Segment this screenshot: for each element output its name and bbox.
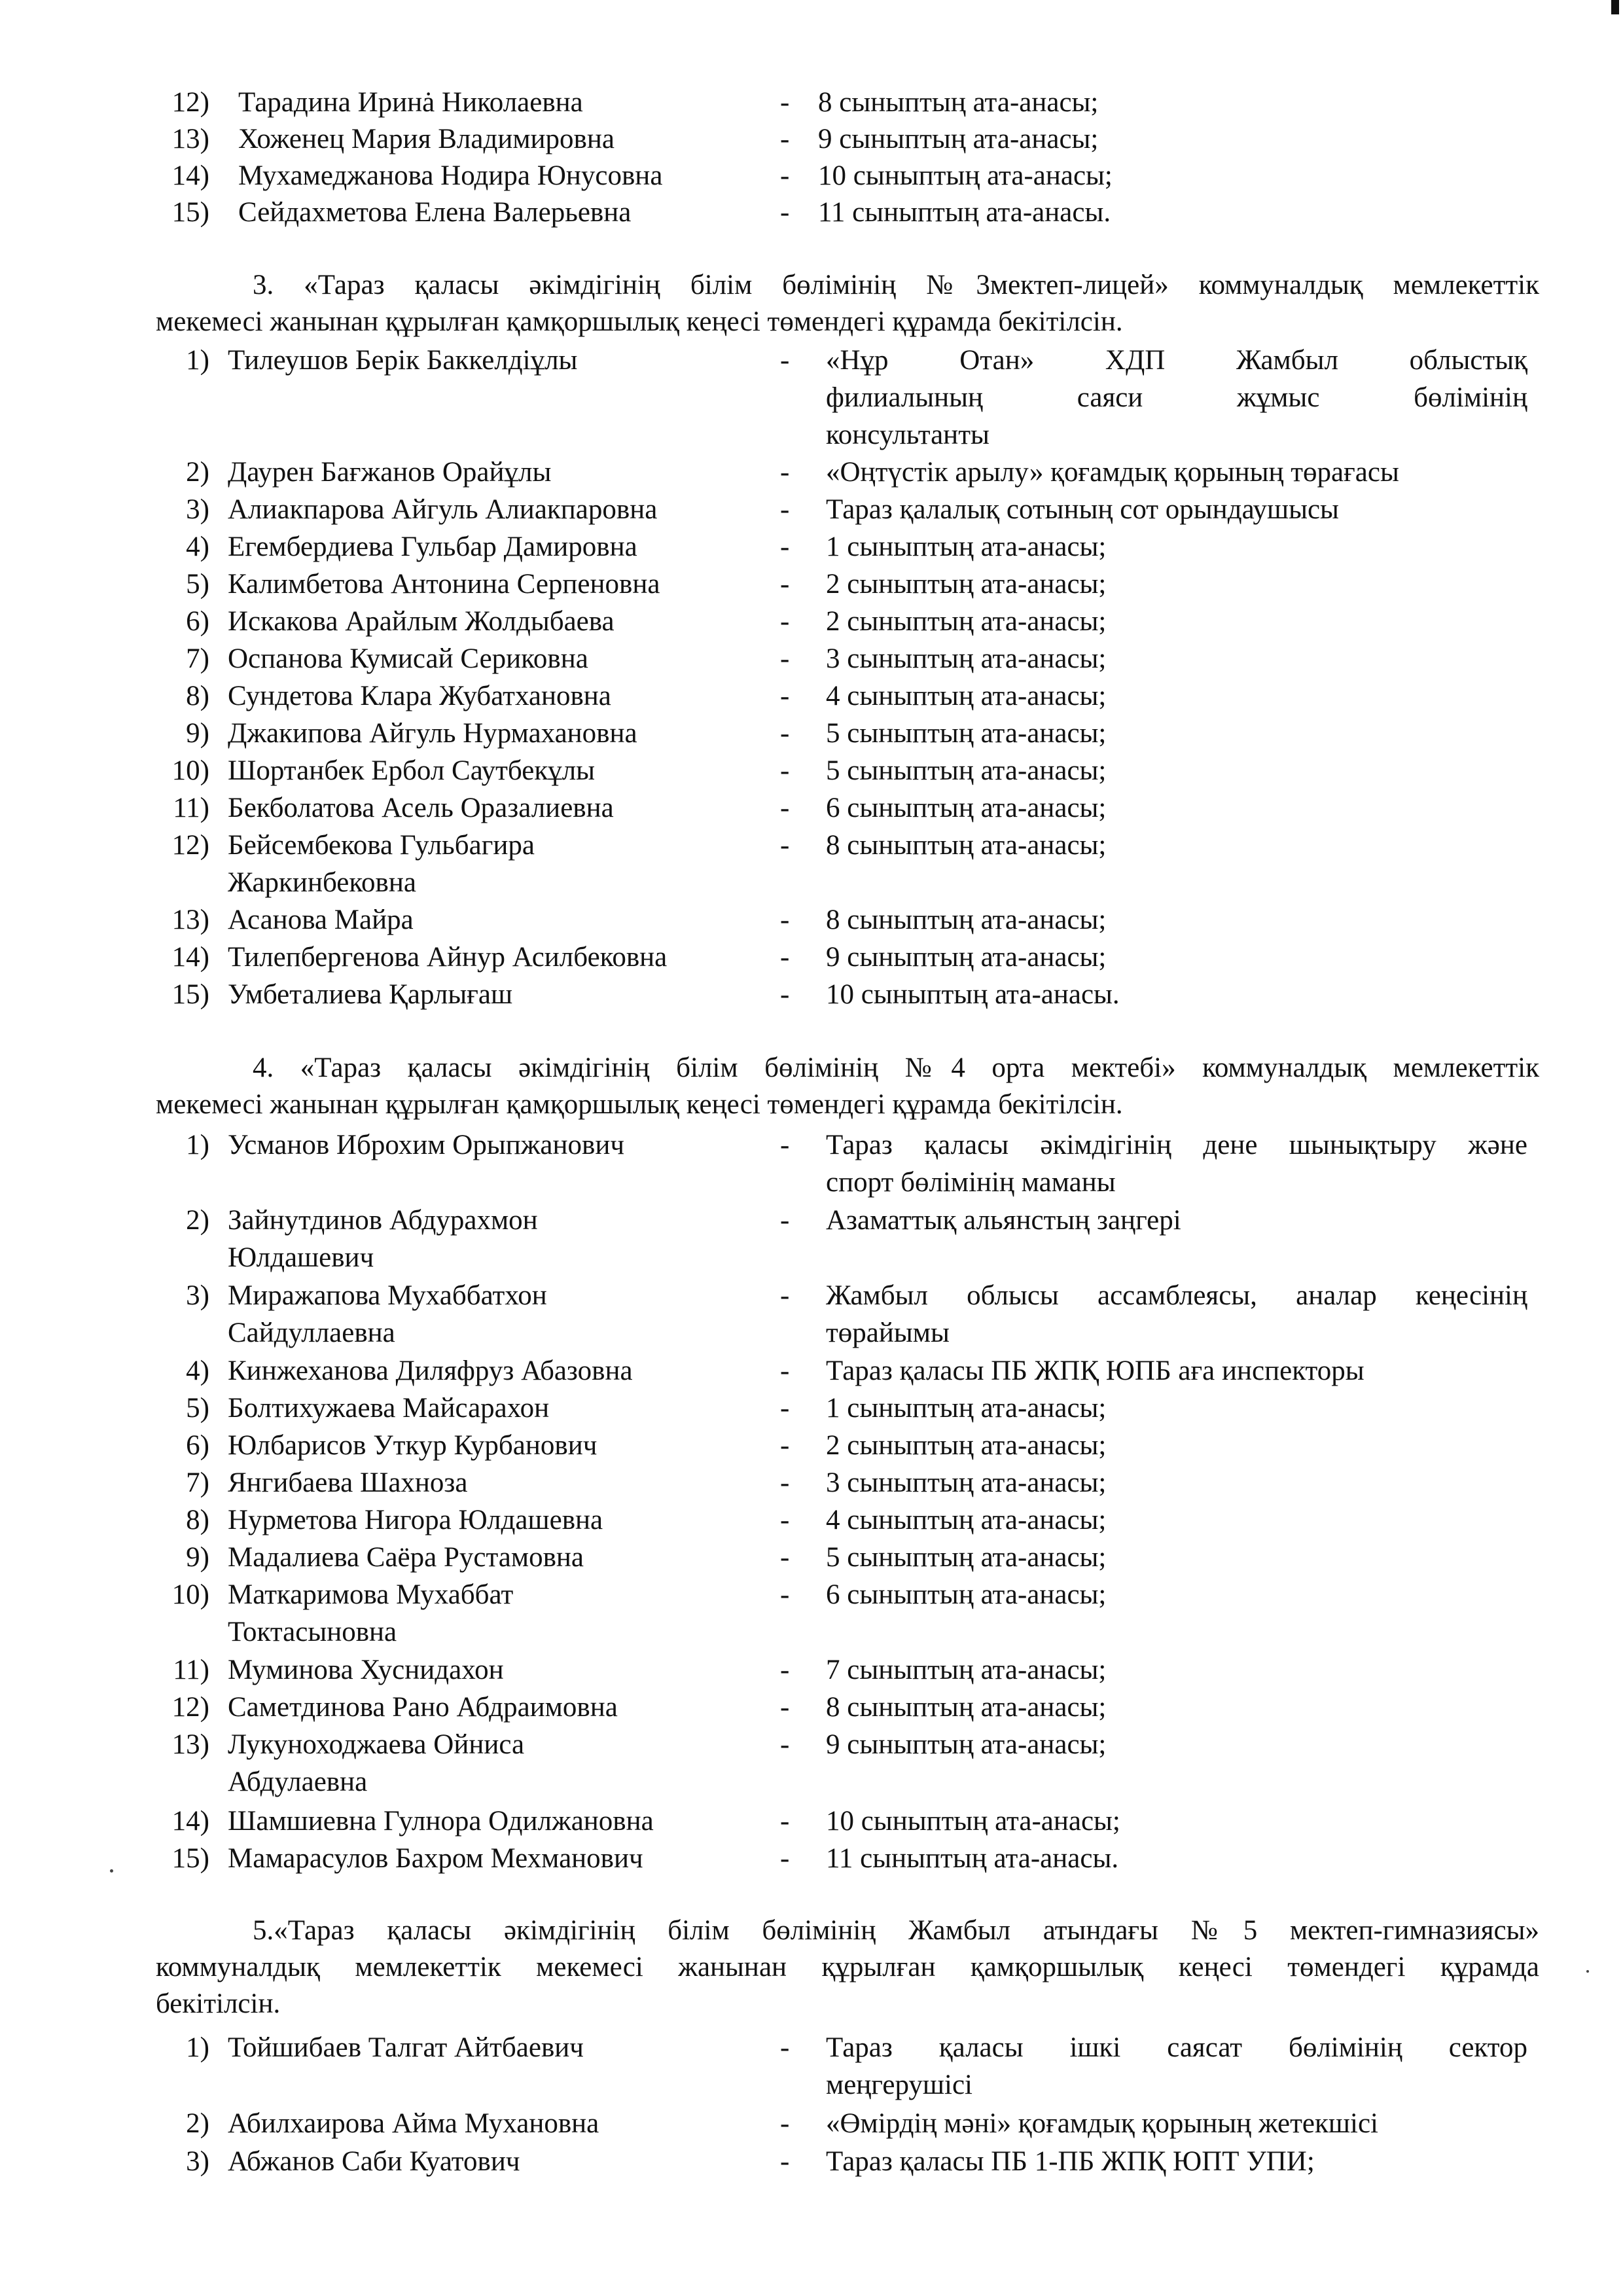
member-name: Джакипова Айгуль Нурмахановна (228, 718, 637, 749)
heading-line: коммуналдық мемлекеттік мекемесі жанынан құрылған қамқоршылық кеңесі төмендегі құрамда (156, 1952, 1539, 1982)
member-name: Бекболатова Асель Оразалиевна (228, 793, 614, 823)
dash: - (780, 793, 790, 823)
scan-speck (1586, 1970, 1589, 1973)
member-role: 2 сыныптың ата-анасы; (826, 606, 1107, 637)
item-number: 9) (186, 1542, 209, 1573)
member-name: Кинжеханова Диляфруз Абазовна (228, 1355, 633, 1386)
role-line: консультанты (826, 420, 990, 450)
item-number: 1) (186, 1130, 209, 1160)
dash: - (780, 1467, 790, 1498)
dash: - (780, 681, 790, 711)
dash: - (780, 979, 790, 1010)
dash: - (780, 755, 790, 786)
dash: - (780, 1655, 790, 1685)
name-line: Бейсембекова Гульбагира (228, 830, 535, 861)
member-role: 8 сыныптың ата-анасы; (818, 87, 1099, 118)
member-role: 6 сыныптың ата-анасы; (826, 1579, 1107, 1610)
dash: - (780, 1430, 790, 1461)
member-role: 1 сыныптың ата-анасы; (826, 1393, 1107, 1424)
name-line: Маткаримова Мухаббат (228, 1579, 514, 1610)
item-number: 8) (186, 681, 209, 711)
name-line: Абдулаевна (228, 1767, 368, 1797)
member-role: 10 сыныптың ата-анасы; (826, 1806, 1120, 1837)
member-name: Алиакпарова Айгуль Алиакпаровна (228, 494, 658, 525)
item-number: 14) (171, 160, 209, 191)
member-role: 8 сыныптың ата-анасы; (826, 1692, 1107, 1723)
member-name: Искакова Арайлым Жолдыбаева (228, 606, 615, 637)
member-role: Тараз қаласы ПБ 1-ПБ ЖПҚ ЮПТ УПИ; (826, 2146, 1315, 2177)
item-number: 11) (173, 1655, 209, 1685)
member-name: Мамарасулов Бахром Мехманович (228, 1843, 643, 1874)
item-number: 13) (171, 905, 209, 935)
dash: - (780, 1355, 790, 1386)
section-4-heading (156, 1050, 1539, 1123)
dash: - (780, 643, 790, 674)
member-name: Мухамеджанова Нодира Юнусовна (238, 160, 663, 191)
member-role: 5 сыныптың ата-анасы; (826, 718, 1107, 749)
name-line: Лукуноходжаева Ойниса (228, 1729, 525, 1760)
member-name: Абилхаирова Айма Мухановна (228, 2108, 599, 2139)
member-name (228, 827, 751, 901)
member-role: 4 сыныптың ата-анасы; (826, 1505, 1107, 1535)
item-number: 12) (171, 87, 209, 118)
member-role: Тараз қалалық сотының сот орындаушысы (826, 494, 1339, 525)
name-line: Токтасыновна (228, 1617, 397, 1647)
role-line: Жамбыл облысы ассамблеясы, аналар кеңесінің (826, 1280, 1527, 1311)
member-name: Оспанова Кумисай Сериковна (228, 643, 588, 674)
member-name (228, 1726, 751, 1801)
item-number: 3) (186, 2146, 209, 2177)
member-name: Муминова Хуснидахон (228, 1655, 504, 1685)
item-number: 6) (186, 606, 209, 637)
item-number: 3) (186, 494, 209, 525)
item-number: 10) (171, 755, 209, 786)
member-role: 3 сыныптың ата-анасы; (826, 643, 1107, 674)
member-name: Абжанов Саби Куатович (228, 2146, 520, 2177)
member-name (228, 1277, 751, 1352)
name-line: Жаркинбековна (228, 867, 416, 898)
dash: - (780, 1843, 790, 1874)
member-role (826, 342, 1527, 454)
item-number: 11) (173, 793, 209, 823)
dash: - (780, 2032, 790, 2063)
member-name: Сундетова Клара Жубатхановна (228, 681, 611, 711)
dash: - (780, 1130, 790, 1160)
item-number: 13) (171, 1729, 209, 1760)
item-number: 3) (186, 1280, 209, 1311)
member-name: Шамшиевна Гулнора Одилжановна (228, 1806, 654, 1837)
heading-line: 4. «Тараз қаласы әкімдігінің білім бөлімінің №4 орта мектебі» коммуналдық мемлекеттік (253, 1052, 1539, 1083)
dash: - (780, 160, 790, 191)
name-line: Юлдашевич (228, 1242, 374, 1273)
member-role: 11 сыныптың ата-анасы. (818, 197, 1111, 228)
member-role: 5 сыныптың ата-анасы; (826, 755, 1107, 786)
member-name: Егембердиева Гульбар Дамировна (228, 531, 637, 562)
dash: - (780, 1505, 790, 1535)
member-role: «Өмірдің мәні» қоғамдық қорының жетекшісі (826, 2108, 1379, 2139)
item-number: 2) (186, 457, 209, 488)
member-name: Даурен Бағжанов Орайұлы (228, 457, 552, 488)
item-number: 9) (186, 718, 209, 749)
role-line: спорт бөлімінің маманы (826, 1167, 1116, 1198)
member-role: 2 сыныптың ата-анасы; (826, 569, 1107, 600)
dash: - (780, 1393, 790, 1424)
heading-line: бекітілсін. (156, 1988, 281, 2019)
item-number: 14) (171, 942, 209, 973)
dash: - (780, 2108, 790, 2139)
member-name: Юлбарисов Уткур Курбанович (228, 1430, 597, 1461)
role-line: меңгерушісі (826, 2070, 972, 2100)
item-number: 13) (171, 124, 209, 154)
member-role: 7 сыныптың ата-анасы; (826, 1655, 1107, 1685)
member-role: 2 сыныптың ата-анасы; (826, 1430, 1107, 1461)
member-role (826, 2029, 1527, 2104)
member-name: Асанова Майра (228, 905, 414, 935)
member-name: Шортанбек Ербол Саутбекұлы (228, 755, 596, 786)
role-line: Тараз қаласы әкімдігінің дене шынықтыру және (826, 1130, 1527, 1160)
dash: - (780, 2146, 790, 2177)
item-number: 1) (186, 2032, 209, 2063)
dash: - (780, 531, 790, 562)
member-role: 8 сыныптың ата-анасы; (826, 830, 1107, 861)
member-name (228, 1202, 751, 1276)
item-number: 1) (186, 345, 209, 376)
member-name: Янгибаева Шахноза (228, 1467, 468, 1498)
item-number: 7) (186, 1467, 209, 1498)
member-name: Мадалиева Саёра Рустамовна (228, 1542, 584, 1573)
member-name (228, 1576, 751, 1651)
member-role: 8 сыныптың ата-анасы; (826, 905, 1107, 935)
dash: - (780, 1692, 790, 1723)
member-role (826, 1126, 1527, 1201)
heading-line: мекемесі жанынан құрылған қамқоршылық кеңесі төмендегі құрамда бекітілсін. (156, 306, 1123, 337)
name-line: Зайнутдинов Абдурахмон (228, 1205, 538, 1236)
dash: - (780, 457, 790, 488)
dash: - (780, 569, 790, 600)
role-line: төрайымы (826, 1318, 950, 1348)
member-name: Болтихужаева Майсарахон (228, 1393, 550, 1424)
role-line: филиалының саяси жұмыс бөлімінің (826, 382, 1527, 413)
dash: - (780, 197, 790, 228)
member-role: 9 сыныптың ата-анасы; (826, 942, 1107, 973)
dash: - (780, 1579, 790, 1610)
name-line: Миражапова Мухаббатхон (228, 1280, 547, 1311)
item-number: 15) (171, 979, 209, 1010)
member-role: 9 сыныптың ата-анасы; (818, 124, 1099, 154)
item-number: 12) (171, 830, 209, 861)
dash: - (780, 494, 790, 525)
dash: - (780, 1542, 790, 1573)
item-number: 2) (186, 2108, 209, 2139)
member-name: Тойшибаев Талгат Айтбаевич (228, 2032, 584, 2063)
member-role: 3 сыныптың ата-анасы; (826, 1467, 1107, 1498)
dash: - (780, 345, 790, 376)
dash: - (780, 1806, 790, 1837)
item-number: 8) (186, 1505, 209, 1535)
item-number: 6) (186, 1430, 209, 1461)
item-number: 5) (186, 569, 209, 600)
dash: - (780, 124, 790, 154)
member-name: Саметдинова Рано Абдраимовна (228, 1692, 618, 1723)
member-name: Тарадина Иринȧ Николаевна (238, 87, 583, 118)
name-line: Сайдуллаевна (228, 1318, 395, 1348)
heading-line: мекемесі жанынан құрылған қамқоршылық кеңесі төмендегі құрамда бекітілсін. (156, 1089, 1123, 1120)
item-number: 4) (186, 531, 209, 562)
dash: - (780, 942, 790, 973)
dash: - (780, 1729, 790, 1760)
member-role: 6 сыныптың ата-анасы; (826, 793, 1107, 823)
item-number: 4) (186, 1355, 209, 1386)
item-number: 10) (171, 1579, 209, 1610)
member-role: 9 сыныптың ата-анасы; (826, 1729, 1107, 1760)
member-role: Тараз қаласы ПБ ЖПҚ ЮПБ аға инспекторы (826, 1355, 1364, 1386)
member-name: Нурметова Нигора Юлдашевна (228, 1505, 603, 1535)
item-number: 7) (186, 643, 209, 674)
member-name: Калимбетова Антонина Серпеновна (228, 569, 660, 600)
member-name: Тилепбергенова Айнур Асилбековна (228, 942, 668, 973)
item-number: 12) (171, 1692, 209, 1723)
member-name: Умбеталиева Қарлығаш (228, 979, 513, 1010)
member-role: «Оңтүстік арылу» қоғамдық қорының төрағасы (826, 457, 1399, 488)
member-role: 10 сыныптың ата-анасы. (826, 979, 1120, 1010)
role-line: Тараз қаласы ішкі саясат бөлімінің сектор (826, 2032, 1527, 2063)
scan-speck (110, 1869, 113, 1873)
member-name: Сейдахметова Елена Валерьевна (238, 197, 632, 228)
dash: - (780, 87, 790, 118)
dash: - (780, 1280, 790, 1311)
member-role: 1 сыныптың ата-анасы; (826, 531, 1107, 562)
section-3-heading (156, 267, 1539, 340)
item-number: 15) (171, 1843, 209, 1874)
item-number: 15) (171, 197, 209, 228)
member-role (826, 1277, 1527, 1352)
member-role: 5 сыныптың ата-анасы; (826, 1542, 1107, 1573)
member-name: Хоженец Мария Владимировна (238, 124, 615, 154)
member-role: 10 сыныптың ата-анасы; (818, 160, 1113, 191)
dash: - (780, 718, 790, 749)
member-role: 4 сыныптың ата-анасы; (826, 681, 1107, 711)
heading-line: 5.«Тараз қаласы әкімдігінің білім бөлімінің Жамбыл атындағы №5 мектеп-гимназиясы» (253, 1915, 1539, 1946)
item-number: 2) (186, 1205, 209, 1236)
member-role: 11 сыныптың ата-анасы. (826, 1843, 1119, 1874)
dash: - (780, 905, 790, 935)
dash: - (780, 830, 790, 861)
heading-line: 3. «Тараз қаласы әкімдігінің білім бөлімінің №3мектеп-лицей» коммуналдық мемлекеттік (253, 270, 1539, 300)
dash: - (780, 1205, 790, 1236)
section-5-heading (156, 1912, 1539, 2022)
member-name: Усманов Иброхим Орыпжанович (228, 1130, 624, 1160)
member-name: Тилеушов Берік Баккелдіұлы (228, 345, 578, 376)
dash: - (780, 606, 790, 637)
role-line: «Нұр Отан» ХДП Жамбыл облыстық (826, 345, 1527, 376)
item-number: 5) (186, 1393, 209, 1424)
member-role: Азаматтық альянстың заңгері (826, 1205, 1181, 1236)
item-number: 14) (171, 1806, 209, 1837)
